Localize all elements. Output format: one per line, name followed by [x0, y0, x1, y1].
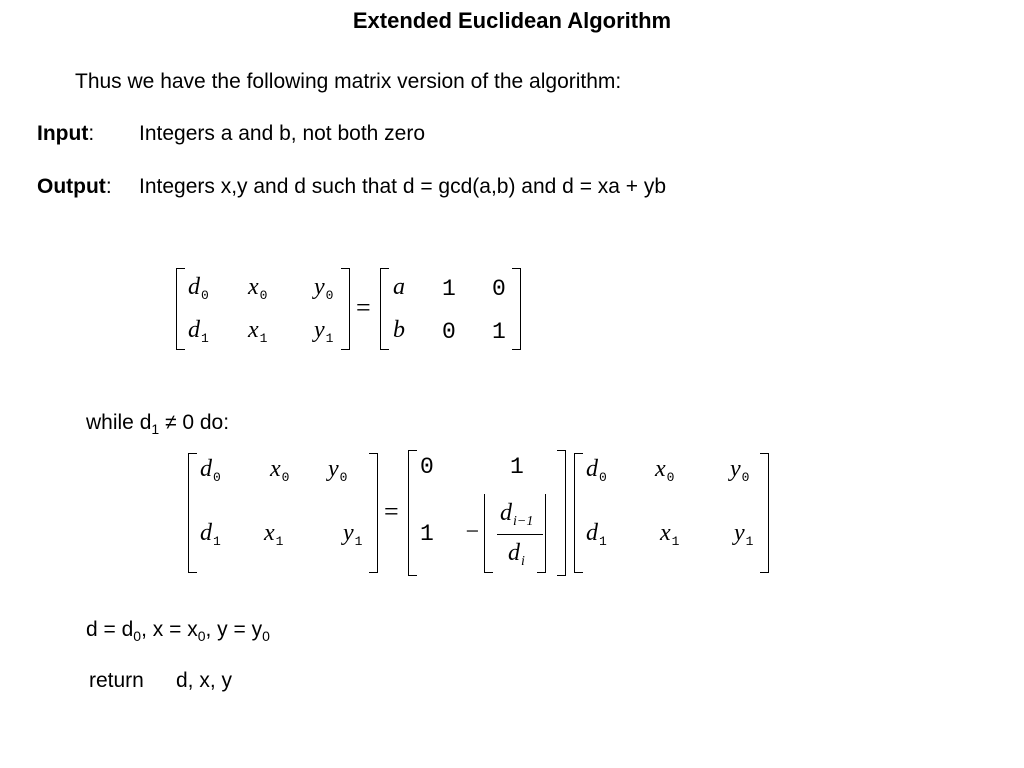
loop-frac-numerator: $d_{i-1}$: [500, 500, 534, 529]
loop-rhs-y0: $y_0$: [730, 456, 750, 485]
init-rhs-r1c1: 0: [442, 319, 456, 345]
init-lhs-d0: $d_0$: [188, 274, 209, 303]
init-lhs-y0: $y_0$: [314, 274, 334, 303]
init-lhs-y1: $y_1$: [314, 317, 334, 346]
init-rhs-right-bracket: [512, 268, 521, 350]
loop-rhs-d1: $d_1$: [586, 520, 607, 549]
loop-mid-r1c0: 1: [420, 521, 434, 547]
input-row: [37, 122, 94, 146]
init-rhs-a: a: [393, 274, 405, 300]
loop-rhs-right-bracket: [760, 453, 769, 573]
loop-mid-left-bracket: [408, 450, 417, 576]
loop-lhs-y0: $y_0$: [328, 456, 348, 485]
return-keyword: return: [89, 669, 144, 692]
init-lhs-x1: $x_1$: [248, 317, 268, 346]
input-text: Integers a and b, not both zero: [139, 122, 426, 145]
loop-lhs-d0: $d_0$: [200, 456, 221, 485]
output-row: [37, 175, 112, 199]
loop-rhs-x0: $x_0$: [655, 456, 675, 485]
loop-equals-sign: =: [384, 497, 399, 526]
loop-lhs-right-bracket: [369, 453, 378, 573]
loop-mid-right-bracket: [557, 450, 566, 576]
loop-frac-line: [497, 534, 543, 535]
loop-mid-r0c1: 1: [510, 454, 524, 480]
loop-rhs-left-bracket: [574, 453, 583, 573]
loop-rhs-x1: $x_1$: [660, 520, 680, 549]
loop-lhs-left-bracket: [188, 453, 197, 573]
loop-mid-minus: −: [464, 519, 481, 545]
output-colon: :: [105, 175, 112, 198]
init-rhs-b: b: [393, 317, 405, 343]
init-rhs-left-bracket: [380, 268, 389, 350]
loop-rhs-d0: $d_0$: [586, 456, 607, 485]
output-text: Integers x,y and d such that d = gcd(a,b) and d = xa + yb: [139, 175, 667, 198]
init-lhs-left-bracket: [176, 268, 185, 350]
loop-frac-denominator: $d_i$: [508, 540, 525, 569]
loop-lhs-d1: $d_1$: [200, 520, 221, 549]
intro-text: Thus we have the following matrix version of the algorithm:: [75, 70, 622, 93]
init-equals-sign: =: [356, 293, 371, 322]
return-values: d, x, y: [176, 669, 233, 692]
init-lhs-d1: $d_1$: [188, 317, 209, 346]
while-line: while $d_1 \ne 0$ do:: [86, 411, 230, 437]
assign-line: $d = d_0$, $x = x_0$, $y = y_0$: [86, 618, 270, 644]
loop-rhs-y1: $y_1$: [734, 520, 754, 549]
init-lhs-x0: $x_0$: [248, 274, 268, 303]
loop-frac-left-floor: [484, 494, 493, 573]
input-colon: :: [88, 122, 95, 145]
loop-mid-r0c0: 0: [420, 454, 434, 480]
input-label: Input: [37, 122, 89, 145]
init-rhs-r0c1: 1: [442, 276, 456, 302]
loop-lhs-x1: $x_1$: [264, 520, 284, 549]
output-label: Output: [37, 175, 106, 198]
init-rhs-r1c2: 1: [492, 319, 506, 345]
loop-lhs-x0: $x_0$: [270, 456, 290, 485]
page-title: Extended Euclidean Algorithm: [352, 8, 672, 33]
init-rhs-r0c2: 0: [492, 276, 506, 302]
loop-lhs-y1: $y_1$: [343, 520, 363, 549]
init-lhs-right-bracket: [341, 268, 350, 350]
